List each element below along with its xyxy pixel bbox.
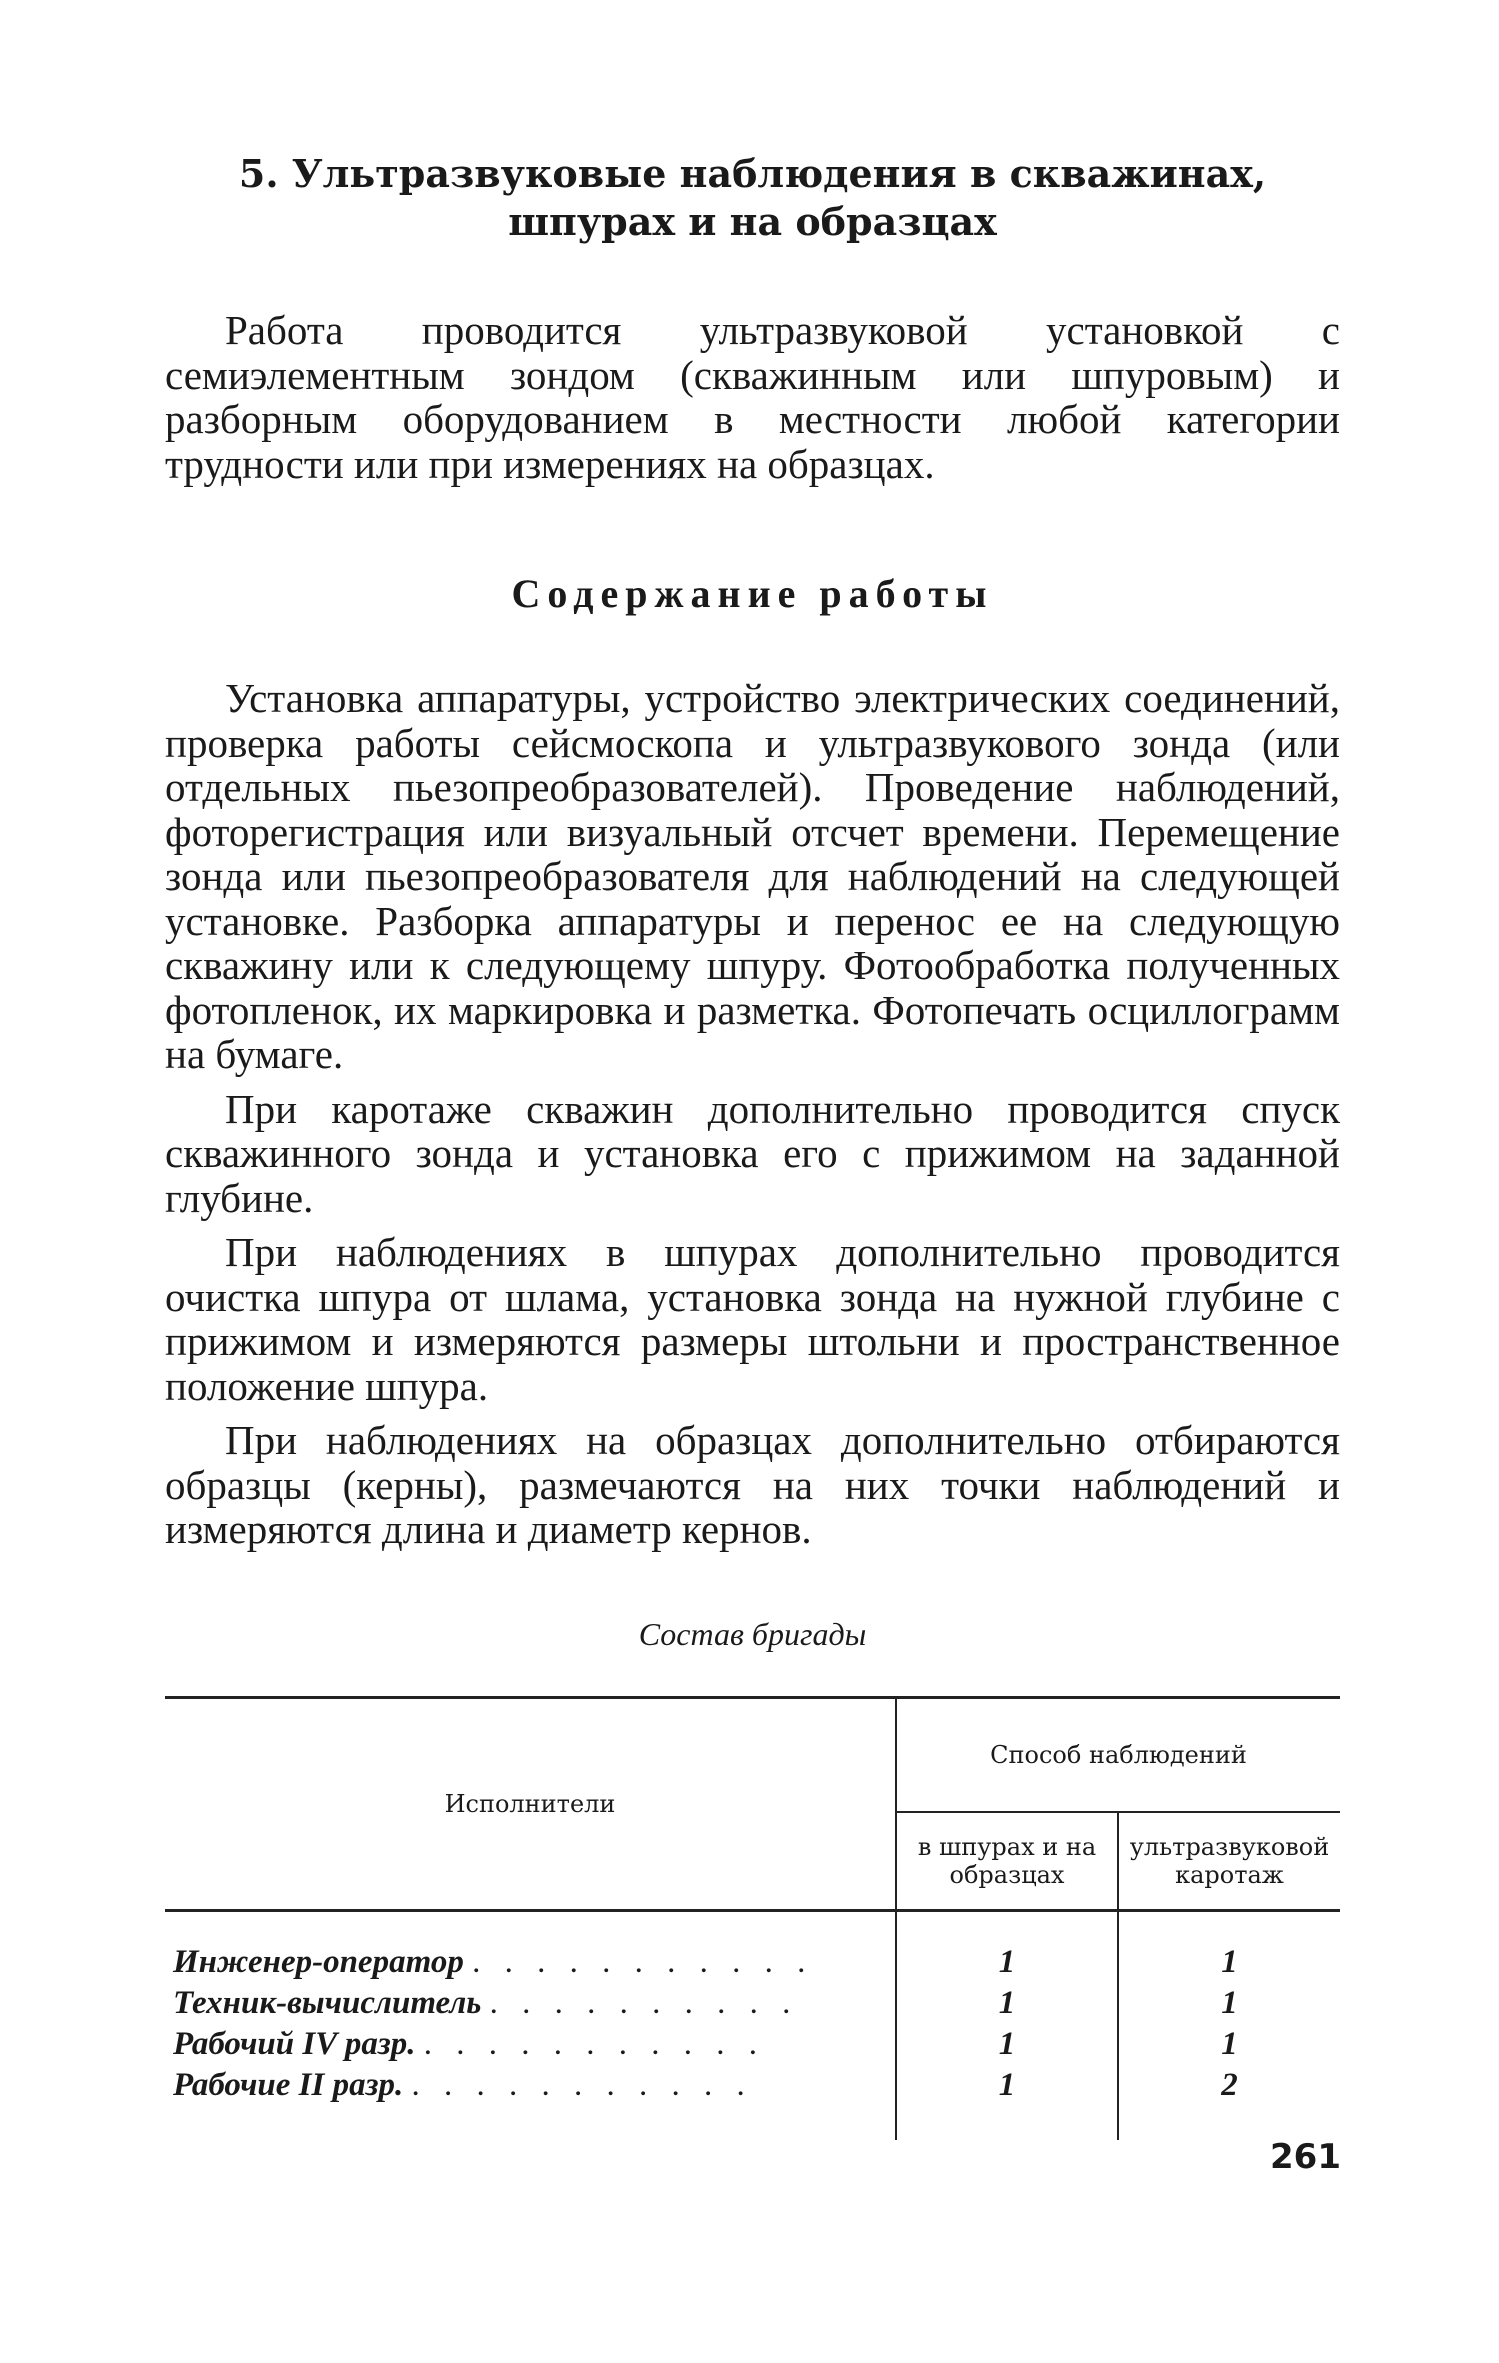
content-heading: Содержание работы [511,571,994,616]
header-performers: Исполнители [165,1697,896,1910]
leader-dots: . . . . . . . . . . . [472,1943,814,1980]
header-observation-method: Способ наблюдений [896,1697,1340,1812]
header-boreholes-samples: в шпурах и на образцах [896,1812,1118,1911]
count-shpur: 1 [896,2024,1118,2065]
crew-table [165,1696,1340,2140]
count-karotazh: 1 [1221,1943,1238,1980]
role-name: Инженер-оператор [173,1943,464,1980]
content-paragraph-4: При наблюдениях на образцах дополнительно отбираются образцы (керны), размечаются на них точки наблюдений и измеряются длина и диаметр кернов. [165,1417,1340,1552]
role-name: Техник-вычислитель [173,1984,482,2021]
table-row [165,1910,1340,1983]
role-name: Рабочие II разр. [173,2066,404,2103]
section-title [165,150,1340,246]
content-paragraph-3: При наблюдениях в шпурах дополнительно проводится очистка шпура от шлама, установка зонда на нужной глубине с прижимом и измеряются размеры штольни и пространственное положение шпура. [165,1229,1340,1409]
table-row [165,2024,1340,2065]
count-shpur: 1 [896,1910,1118,1983]
table-row [165,2065,1340,2140]
content-paragraph-2: При каротаже скважин дополнительно проводится спуск скважинного зонда и установка его с прижимом на заданной глубине. [165,1085,1340,1221]
section-title-line-2: шпурах и на образцах [508,199,997,244]
table-caption: Состав бригады [638,1615,867,1652]
count-shpur: 1 [896,2065,1118,2140]
count-karotazh: 2 [1221,2066,1238,2103]
table-row [165,1983,1340,2024]
page-number: 261 [1270,2137,1341,2177]
section-title-line-1: 5. Ультразвуковые наблюдения в скважинах, [238,151,1267,196]
count-karotazh: 1 [1221,2025,1238,2062]
leader-dots: . . . . . . . . . . . [423,2025,765,2062]
header-ultrasonic-logging: ультразвуковой каротаж [1118,1812,1340,1911]
count-shpur: 1 [896,1983,1118,2024]
leader-dots: . . . . . . . . . . . [411,2066,753,2103]
document-page [165,150,1340,2140]
leader-dots: . . . . . . . . . . [489,1984,799,2021]
count-karotazh: 1 [1221,1984,1238,2021]
role-name: Рабочий IV разр. [173,2025,416,2062]
content-paragraph-1: Установка аппаратуры, устройство электрических соединений, проверка работы сейсмоскопа и ультразвукового зонда (или отдельных пьезопреобразователей). Проведение наблюдений, фоторегистрация или визуальный отсчет времени. Перемещение зонда или пьезопреобразователя для наблюдений на следующей установке. Разборка аппаратуры и перенос ее на следующую скважину или к следующему шпуру. Фотообработка полученных фотопленок, их маркировка и разметка. Фотопечать осциллограмм на бумаге. [165,675,1340,1077]
intro-paragraph: Работа проводится ультразвуковой установкой с семиэлементным зондом (скважинным или шпуровым) и разборным оборудованием в местности любой категории трудности или при измерениях на образцах. [165,307,1340,487]
